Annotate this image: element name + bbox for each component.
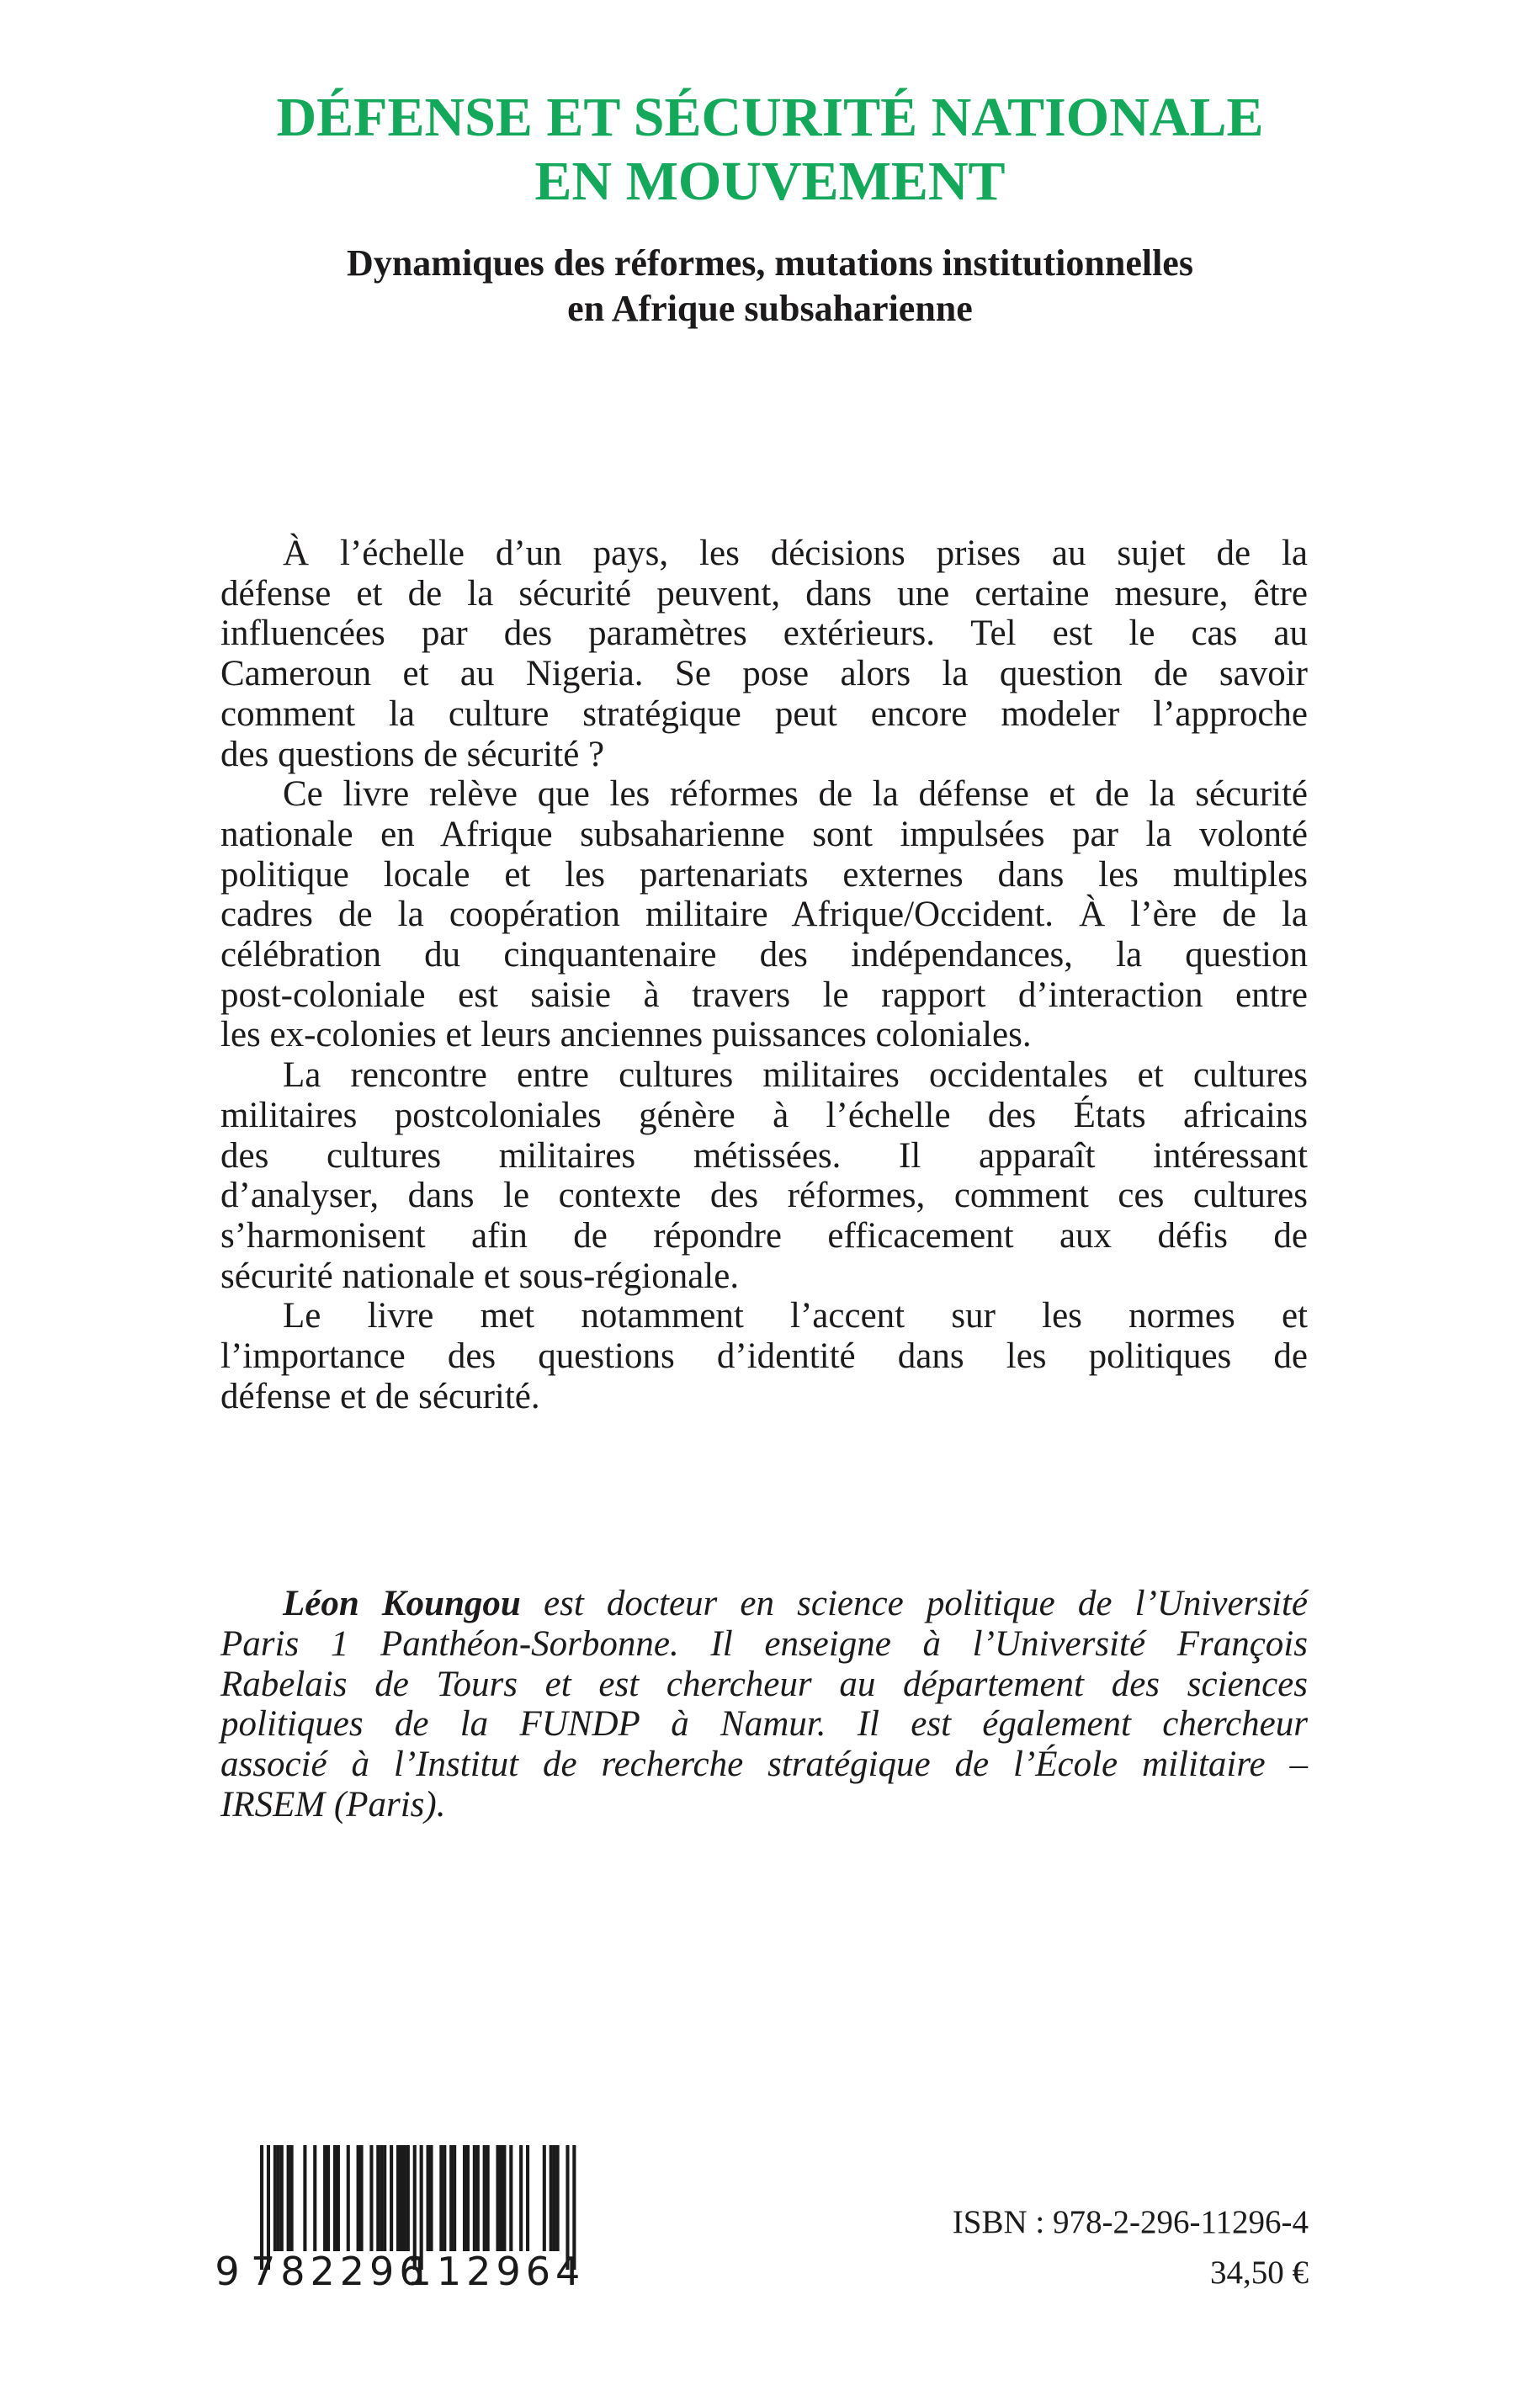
bio-line: IRSEM (Paris). <box>220 1784 446 1825</box>
blurb-line: s’harmonisent afin de répondre efficacement aux défis de <box>220 1215 1308 1256</box>
barcode-first-digit: 9 <box>215 2249 245 2294</box>
blurb-line: comment la culture stratégique peut encore modeler l’approche <box>220 693 1308 734</box>
blurb-line: défense et de sécurité. <box>220 1376 540 1416</box>
author-name: Léon Koungou <box>283 1584 521 1623</box>
bio-line-1-rest: est docteur en science politique de l’Université <box>520 1584 1308 1623</box>
title-line-2: EN MOUVEMENT <box>534 151 1006 212</box>
blurb-line: des cultures militaires métissées. Il apparaît intéressant <box>220 1135 1308 1176</box>
blurb-line: À l’échelle d’un pays, les décisions prises au sujet de la <box>283 534 1308 573</box>
bio-line: politiques de la FUNDP à Namur. Il est également chercheur <box>220 1704 1308 1745</box>
subtitle-line-1: Dynamiques des réformes, mutations institutionnelles <box>347 242 1193 284</box>
subtitle-line-2: en Afrique subsaharienne <box>567 288 973 329</box>
barcode-right-digits: 112964 <box>406 2249 586 2294</box>
blurb-line: Ce livre relève que les réformes de la défense et de la sécurité <box>283 774 1308 815</box>
author-bio <box>220 1584 1308 1825</box>
blurb-line: sécurité nationale et sous-régionale. <box>220 1256 740 1296</box>
blurb-line: Cameroun et au Nigeria. Se pose alors la question de savoir <box>220 654 1308 694</box>
price-label: 34,50 € <box>1210 2255 1309 2291</box>
blurb-line: militaires postcoloniales génère à l’échelle des États africains <box>220 1095 1308 1135</box>
blurb-text <box>220 534 1308 1416</box>
bio-line: Rabelais de Tours et est chercheur au département des sciences <box>220 1664 1308 1704</box>
blurb-line: des questions de sécurité ? <box>220 734 605 774</box>
blurb-line: politique locale et les partenariats externes dans les multiples <box>220 854 1308 895</box>
blurb-line: les ex-colonies et leurs anciennes puissances coloniales. <box>220 1015 1032 1055</box>
blurb-line: nationale en Afrique subsaharienne sont impulsées par la volonté <box>220 814 1308 854</box>
bio-line: Paris 1 Panthéon-Sorbonne. Il enseigne à l’Université François <box>220 1623 1308 1664</box>
blurb-line: Le livre met notamment l’accent sur les normes et <box>283 1296 1308 1336</box>
blurb-line: post-coloniale est saisie à travers le rapport d’interaction entre <box>220 975 1308 1015</box>
title-line-1: DÉFENSE ET SÉCURITÉ NATIONALE <box>276 87 1264 148</box>
barcode-left-digits: 782296 <box>250 2249 429 2294</box>
book-title <box>0 86 1540 214</box>
bio-line: associé à l’Institut de recherche stratégique de l’École militaire – <box>220 1745 1308 1785</box>
bio-line-1 <box>220 1584 1308 1624</box>
barcode-graphic <box>215 2138 593 2297</box>
blurb-line: La rencontre entre cultures militaires occidentales et cultures <box>283 1055 1308 1096</box>
isbn-barcode <box>215 2138 593 2297</box>
blurb-line: influencées par des paramètres extérieurs. Tel est le cas au <box>220 614 1308 654</box>
isbn-label: ISBN : 978-2-296-11296-4 <box>952 2204 1309 2240</box>
blurb-line: l’importance des questions d’identité dans les politiques de <box>220 1336 1308 1377</box>
blurb-line: défense et de la sécurité peuvent, dans une certaine mesure, être <box>220 573 1308 614</box>
blurb-line: célébration du cinquantenaire des indépendances, la question <box>220 935 1308 975</box>
blurb-line: d’analyser, dans le contexte des réformes, comment ces cultures <box>220 1176 1308 1216</box>
book-subtitle <box>0 241 1540 332</box>
blurb-line: cadres de la coopération militaire Afrique/Occident. À l’ère de la <box>220 895 1308 935</box>
